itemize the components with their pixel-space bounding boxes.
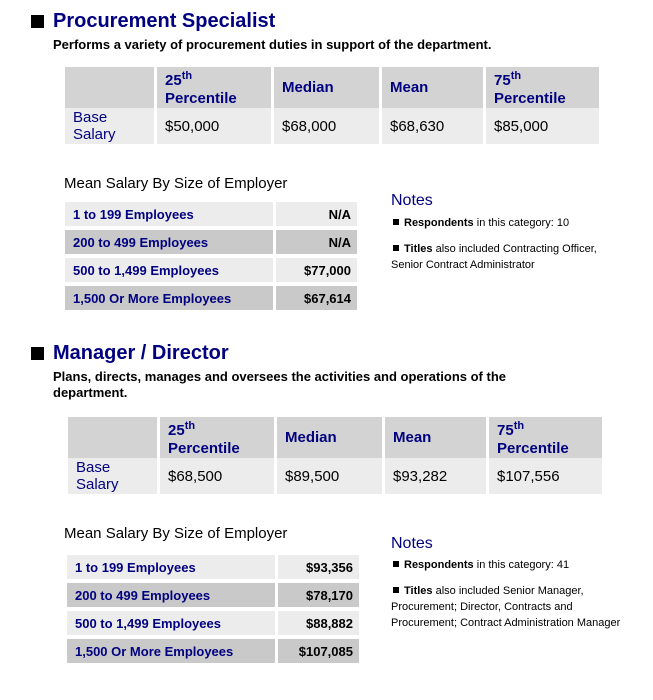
note-bullet-icon (393, 587, 399, 593)
employer-row: 500 to 1,499 Employees $88,882 (67, 611, 359, 635)
col-header-median: Median (277, 417, 382, 458)
section-bullet-icon (31, 347, 44, 360)
employer-row: 1,500 Or More Employees $67,614 (65, 286, 357, 310)
employer-row: 1 to 199 Employees $93,356 (67, 555, 359, 579)
employer-size-table (65, 202, 357, 310)
col-header-median: Median (274, 67, 379, 108)
col-header-mean: Mean (385, 417, 486, 458)
salary-75th-value: $85,000 (486, 108, 599, 144)
row-label-base-salary: Base Salary (65, 108, 154, 144)
col-header-mean: Mean (382, 67, 483, 108)
salary-25th-value: $68,500 (160, 458, 274, 494)
note-bullet-icon (393, 561, 399, 567)
note-bullet-icon (393, 245, 399, 251)
employer-row: 1 to 199 Employees N/A (65, 202, 357, 226)
corner-cell (68, 417, 157, 458)
note-bullet-icon (393, 219, 399, 225)
employer-row: 200 to 499 Employees N/A (65, 230, 357, 254)
salary-mean-value: $68,630 (382, 108, 483, 144)
salary-table (68, 417, 602, 494)
employer-size-heading: Mean Salary By Size of Employer (64, 525, 288, 542)
job-description: Plans, directs, manages and oversees the activities and operations of the department. (53, 369, 506, 400)
section-bullet-icon (31, 15, 44, 28)
col-header-75th: 75th Percentile (489, 417, 602, 458)
employer-size-heading: Mean Salary By Size of Employer (64, 175, 288, 192)
salary-table (65, 67, 599, 144)
row-label-base-salary: Base Salary (68, 458, 157, 494)
salary-25th-value: $50,000 (157, 108, 271, 144)
salary-median-value: $68,000 (274, 108, 379, 144)
col-header-75th: 75th Percentile (486, 67, 599, 108)
job-title: Manager / Director (53, 342, 229, 364)
notes-title: Notes (391, 192, 433, 209)
salary-median-value: $89,500 (277, 458, 382, 494)
job-description: Performs a variety of procurement duties in support of the department. (53, 37, 492, 52)
col-header-25th: 25th Percentile (157, 67, 271, 108)
notes-title: Notes (391, 535, 433, 552)
corner-cell (65, 67, 154, 108)
employer-row: 500 to 1,499 Employees $77,000 (65, 258, 357, 282)
note-respondents: Respondents in this category: 41 (393, 557, 633, 573)
col-header-25th: 25th Percentile (160, 417, 274, 458)
job-title: Procurement Specialist (53, 10, 276, 32)
note-titles: Titles also included Contracting Officer, Senior Contract Administrator (391, 243, 597, 271)
employer-size-table (67, 555, 359, 663)
salary-mean-value: $93,282 (385, 458, 486, 494)
salary-75th-value: $107,556 (489, 458, 602, 494)
note-titles: Titles also included Senior Manager, Procurement; Director, Contracts and Procurement; Contract Administration Manager (391, 585, 621, 629)
employer-row: 200 to 499 Employees $78,170 (67, 583, 359, 607)
employer-row: 1,500 Or More Employees $107,085 (67, 639, 359, 663)
note-respondents: Respondents in this category: 10 (393, 215, 633, 231)
